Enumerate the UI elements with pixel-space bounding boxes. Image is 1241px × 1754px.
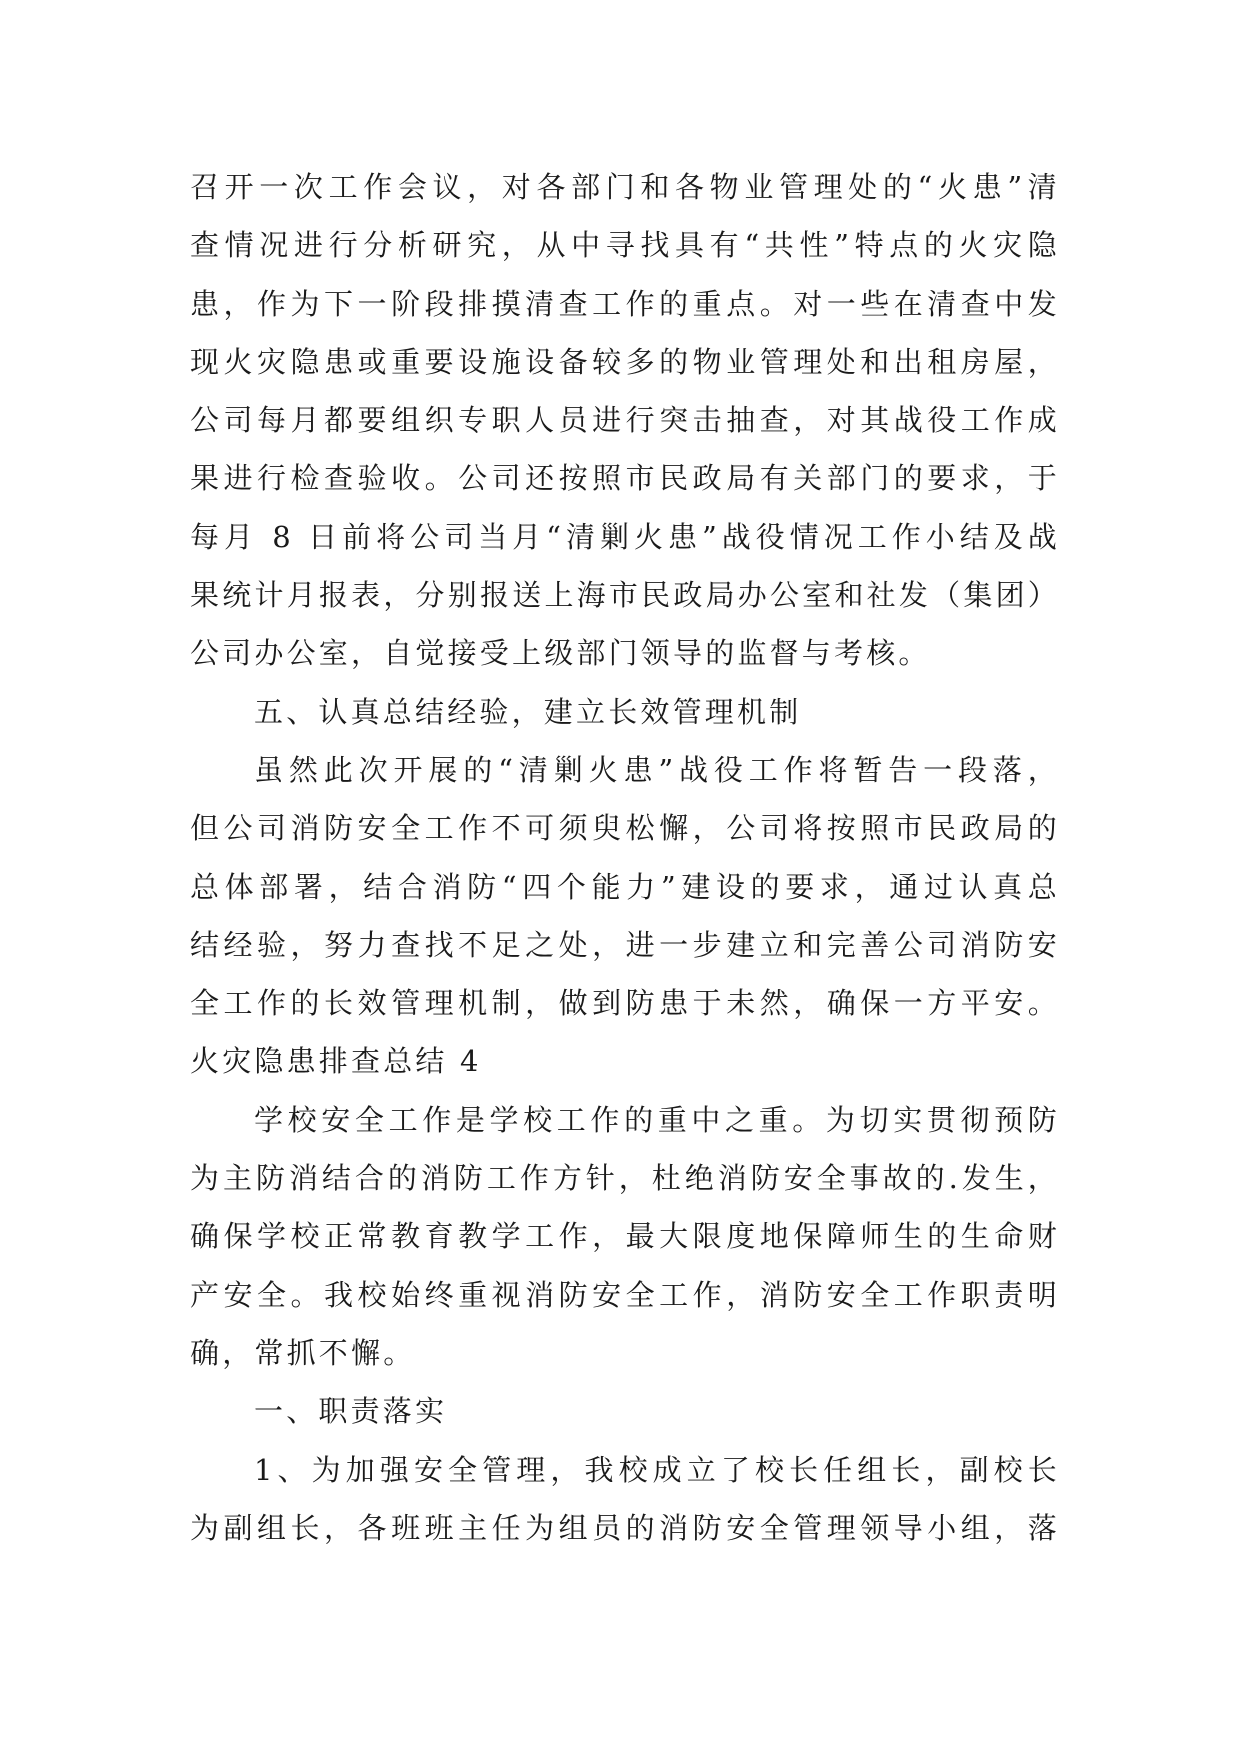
body-line: 学校安全工作是学校工作的重中之重。为切实贯彻预防 [254,1102,1060,1137]
body-line: 患，作为下一阶段排摸清查工作的重点。对一些在清查中发 [190,286,1060,321]
body-line: 总体部署，结合消防“四个能力”建设的要求，通过认真总 [190,869,1060,904]
body-line: 虽然此次开展的“清剿火患”战役工作将暂告一段落， [254,752,1060,787]
body-line: 产安全。我校始终重视消防安全工作，消防安全工作职责明 [190,1277,1060,1312]
body-line: 全工作的长效管理机制，做到防患于未然，确保一方平安。 [190,986,1060,1021]
body-line: 确，常抓不懈。 [190,1335,416,1370]
article-title: 火灾隐患排查总结 4 [190,1044,482,1079]
body-line: 为副组长，各班班主任为组员的消防安全管理领导小组，落 [190,1510,1060,1545]
body-line: 查情况进行分析研究，从中寻找具有“共性”特点的火灾隐 [190,228,1060,263]
body-line: 确保学校正常教育教学工作，最大限度地保障师生的生命财 [190,1219,1060,1254]
body-line: 1、为加强安全管理，我校成立了校长任组长，副校长 [254,1452,1060,1487]
body-line: 但公司消防安全工作不可须臾松懈，公司将按照市民政局的 [190,811,1060,846]
body-line: 果进行检查验收。公司还按照市民政局有关部门的要求，于 [190,461,1060,496]
body-line: 公司每月都要组织专职人员进行突击抽查，对其战役工作成 [190,403,1060,438]
document-body [190,158,1060,1557]
body-line: 召开一次工作会议，对各部门和各物业管理处的“火患”清 [190,170,1060,204]
body-line: 每月 8 日前将公司当月“清剿火患”战役情况工作小结及战 [190,519,1060,554]
body-line: 为主防消结合的消防工作方针，杜绝消防安全事故的.发生， [190,1161,1060,1196]
section-heading: 五、认真总结经验，建立长效管理机制 [254,694,802,729]
body-line: 结经验，努力查找不足之处，进一步建立和完善公司消防安 [190,927,1060,962]
section-heading: 一、职责落实 [254,1394,448,1429]
body-line: 现火灾隐患或重要设施设备较多的物业管理处和出租房屋， [190,344,1060,379]
body-line: 公司办公室，自觉接受上级部门领导的监督与考核。 [190,636,931,671]
body-line: 果统计月报表，分别报送上海市民政局办公室和社发（集团） [190,578,1060,613]
